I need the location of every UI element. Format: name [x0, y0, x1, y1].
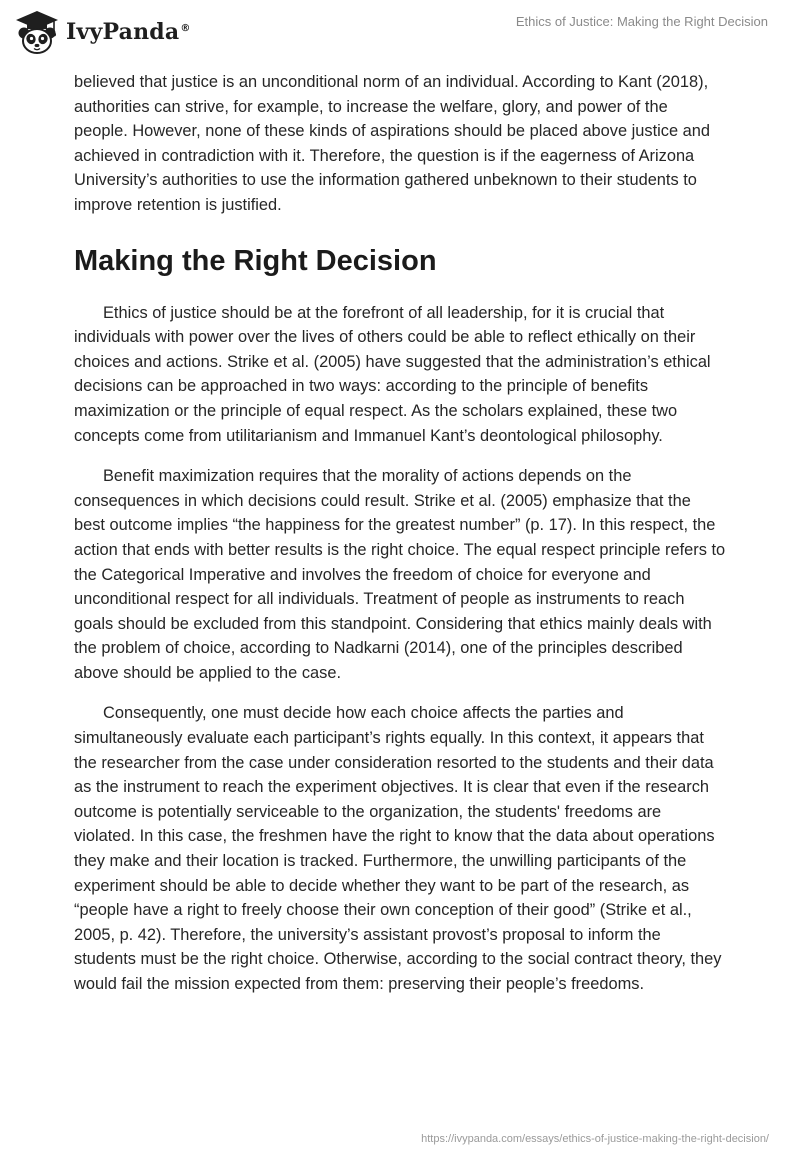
page-header: [0, 0, 800, 64]
registered-mark: ®: [180, 22, 191, 34]
section-heading: Making the Right Decision: [74, 244, 437, 277]
body-paragraph-2: Benefit maximization requires that the morality of actions depends on the consequences in which decisions could result. Strike et al. (2005) emphasize that the best outcome implies “the happiness for the greatest number” (p. 17). In this respect, the action that ends with better results is the right choice. The equal respect principle refers to the Categorical Imperative and involves the freedom of choice for everyone and unconditional respect for all individuals. Treatment of people as instruments to reach goals should be excluded from this standpoint. Considering that ethics mainly deals with the problem of choice, according to Nadkarni (2014), one of the principles described above should be applied to the case.: [74, 467, 726, 682]
essay-body: [74, 70, 726, 997]
intro-paragraph: believed that justice is an unconditional norm of an individual. According to Kant (2018), authorities can strive, for example, to increase the welfare, glory, and power of the people. However, none of these kinds of aspirations should be placed above justice and achieved in contradiction with it. Therefore, the question is if the eagerness of Arizona University’s authorities to use the information gathered unbeknown to their students to improve retention is justified.: [74, 73, 711, 214]
header-document-title: Ethics of Justice: Making the Right Decision: [515, 14, 768, 29]
panda-graduate-icon: [14, 9, 60, 55]
ivypanda-logo[interactable]: [14, 8, 191, 56]
body-paragraph-1: Ethics of justice should be at the forefront of all leadership, for it is crucial that individuals with power over the lives of others could be able to reflect ethically on their choices and actions. Strike et al. (2005) have suggested that the administration’s ethical decisions can be approached in two ways: according to the principle of benefits maximization or the principle of equal respect. As the scholars explained, these two concepts come from utilitarianism and Immanuel Kant’s deontological philosophy.: [74, 303, 711, 445]
footer-source-url[interactable]: https://ivypanda.com/essays/ethics-of-justice-making-the-right-decision/: [421, 1133, 769, 1145]
logo-wordmark: IvyPanda®: [66, 19, 191, 45]
body-paragraph-3: Consequently, one must decide how each choice affects the parties and simultaneously evaluate each participant’s rights equally. In this context, it appears that the researcher from the case under consideration resorted to the students and their data as the instrument to reach the experiment objectives. It is clear that even if the research outcome is potentially serviceable to the organization, the students' freedoms are violated. In this case, the freshmen have the right to know that the data about operations they make and their location is tracked. Furthermore, the unwilling participants of the experiment should be able to decide whether they want to be part of the research, as “people have a right to freely choose their own conception of their good” (Strike et al., 2005, p. 42). Therefore, the university’s assistant provost’s proposal to inform the students must be the right choice. Otherwise, according to the social contract theory, they would fail the mission expected from them: preserving their people’s freedoms.: [74, 704, 722, 993]
